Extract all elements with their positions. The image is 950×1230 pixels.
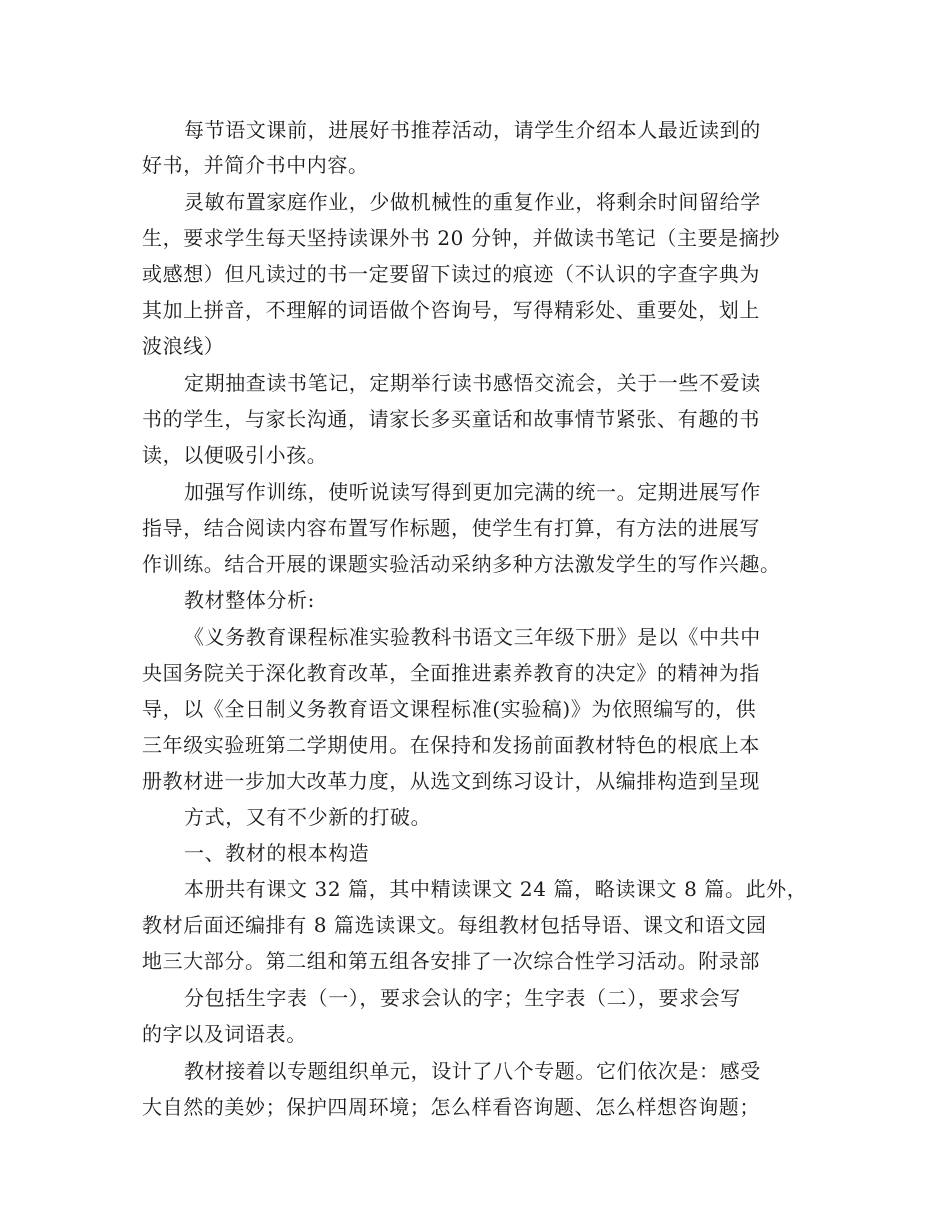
text-line: 央国务院关于深化教育改革，全面推进素养教育的决定》的精神为指 [142, 661, 760, 685]
text-line: 册教材进一步加大改革力度，从选文到练习设计，从编排构造到呈现 [142, 769, 760, 793]
text-line: 生，要求学生每天坚持读课外书 20 分钟，并做读书笔记（主要是摘抄 [142, 226, 780, 250]
text-line: 教材后面还编排有 8 篇选读课文。每组教材包括导语、课文和语文园 [142, 913, 767, 937]
text-line: 指导，结合阅读内容布置写作标题，使学生有打算，有方法的进展写 [142, 516, 760, 540]
text-line: 作训练。结合开展的课题实验活动采纳多种方法激发学生的写作兴趣。 [142, 552, 781, 576]
text-line: 《义务教育课程标准实验教科书语文三年级下册》是以《中共中 [184, 625, 761, 649]
text-line: 灵敏布置家庭作业，少做机械性的重复作业，将剩余时间留给学 [184, 190, 761, 214]
text-line: 一、教材的根本构造 [184, 841, 370, 865]
text-line: 导，以《全日制义务教育语文课程标准(实验稿)》为依照编写的，供 [142, 697, 757, 721]
text-line: 的字以及词语表。 [142, 1022, 307, 1046]
text-line: 方式，又有不少新的打破。 [184, 805, 432, 829]
text-line: 加强写作训练，使听说读写得到更加完满的统一。定期进展写作 [184, 480, 761, 504]
text-line: 波浪线） [142, 334, 225, 358]
text-line: 定期抽查读书笔记，定期举行读书感悟交流会，关于一些不爱读 [184, 371, 761, 395]
text-line: 读，以便吸引小孩。 [142, 443, 328, 467]
text-line: 书的学生，与家长沟通，请家长多买童话和故事情节紧张、有趣的书 [142, 407, 760, 431]
text-line: 每节语文课前，进展好书推荐活动，请学生介绍本人最近读到的 [184, 118, 761, 142]
text-line: 教材整体分析: [184, 588, 315, 612]
text-line: 分包括生字表（一），要求会认的字；生字表（二），要求会写 [184, 986, 741, 1010]
text-line: 好书，并简介书中内容。 [142, 153, 369, 177]
text-line: 三年级实验班第二学期使用。在保持和发扬前面教材特色的根底上本 [142, 733, 760, 757]
text-line: 或感想）但凡读过的书一定要留下读过的痕迹（不认识的字查字典为 [142, 262, 760, 286]
text-line: 大自然的美妙；保护四周环境；怎么样看咨询题、怎么样想咨询题； [142, 1095, 760, 1119]
text-line: 本册共有课文 32 篇，其中精读课文 24 篇，略读课文 8 篇。此外， [184, 877, 808, 901]
text-line: 教材接着以专题组织单元，设计了八个专题。它们依次是：感受 [184, 1059, 761, 1083]
text-line: 地三大部分。第二组和第五组各安排了一次综合性学习活动。附录部 [142, 949, 760, 973]
text-line: 其加上拼音，不理解的词语做个咨询号，写得精彩处、重要处，划上 [142, 298, 760, 322]
